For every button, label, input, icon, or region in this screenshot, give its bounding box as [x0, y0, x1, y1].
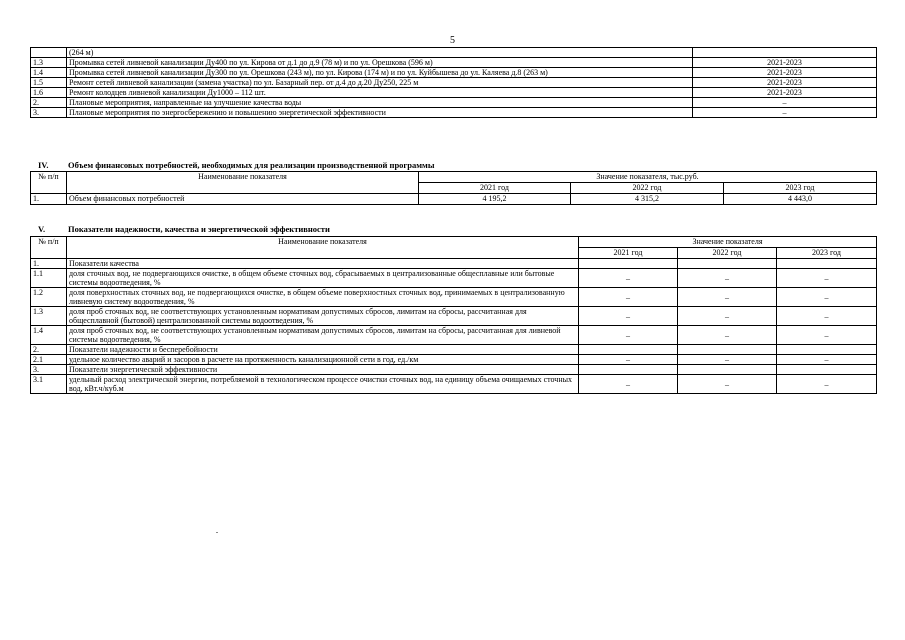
indicators-table	[30, 236, 877, 394]
row-name: доля проб сточных вод, не соответствующих установленным нормативам допустимых сбросов, лимитам на сбросы, рассчитанная для ливневой системы водоотведения, %	[67, 326, 579, 345]
year-2021: 2021 год	[579, 248, 678, 259]
header-name: Наименование показателя	[67, 172, 419, 194]
value-2021	[579, 365, 678, 375]
stray-mark	[216, 532, 218, 533]
value-2023	[777, 259, 877, 269]
row-num: 2.1	[31, 355, 67, 365]
year-2022: 2022 год	[571, 183, 724, 194]
row-name: Показатели надежности и бесперебойности	[67, 345, 579, 355]
value-2021: 4 195,2	[419, 194, 571, 205]
row-num: 1.4	[31, 68, 67, 78]
value-2023: –	[777, 307, 877, 326]
measure-row	[31, 48, 877, 58]
group-row	[31, 259, 877, 269]
row-num: 1.5	[31, 78, 67, 88]
indicator-row	[31, 307, 877, 326]
measure-row	[31, 58, 877, 68]
measure-row	[31, 88, 877, 98]
header-name: Наименование показателя	[67, 237, 579, 259]
value-2023: 4 443,0	[724, 194, 877, 205]
row-name: Ремонт сетей ливневой канализации (замена участка) по ул. Базарный пер. от д.4 до д.20 Ду250, 225 м	[67, 78, 693, 88]
value-2022	[678, 365, 777, 375]
section-4-number: IV.	[38, 160, 49, 170]
row-num: 1.2	[31, 288, 67, 307]
row-name: удельный расход электрической энергии, потребляемой в технологическом процессе очистки сточных вод, на единицу объема очищаемых сточных вод, кВт.ч/куб.м	[67, 375, 579, 394]
value-2023: –	[777, 269, 877, 288]
row-period: 2021-2023	[693, 68, 877, 78]
year-2022: 2022 год	[678, 248, 777, 259]
year-2023: 2023 год	[724, 183, 877, 194]
group-row	[31, 365, 877, 375]
value-2023: –	[777, 355, 877, 365]
value-2022: –	[678, 307, 777, 326]
value-2021: –	[579, 288, 678, 307]
page-number: 5	[450, 35, 455, 46]
group-row	[31, 345, 877, 355]
value-2022: –	[678, 326, 777, 345]
value-2022: –	[678, 355, 777, 365]
row-num: 1.3	[31, 58, 67, 68]
value-2021: –	[579, 355, 678, 365]
measure-row	[31, 68, 877, 78]
value-2022: –	[678, 288, 777, 307]
value-2022: –	[678, 375, 777, 394]
row-name: доля проб сточных вод, не соответствующих установленным нормативам допустимых сбросов, лимитам на сбросы, рассчитанная для общесплавной (бытовой) централизованной системы водоотведения, %	[67, 307, 579, 326]
row-period: –	[693, 98, 877, 108]
value-2022: –	[678, 269, 777, 288]
row-period: 2021-2023	[693, 78, 877, 88]
value-2021	[579, 259, 678, 269]
row-name: Плановые мероприятия, направленные на улучшение качества воды	[67, 98, 693, 108]
row-num	[31, 48, 67, 58]
section-4-title: Объем финансовых потребностей, необходимых для реализации производственной программы	[68, 160, 435, 170]
indicator-row	[31, 269, 877, 288]
row-num: 2.	[31, 345, 67, 355]
measure-row	[31, 108, 877, 118]
header-num: № п/п	[31, 172, 67, 194]
row-name: доля поверхностных сточных вод, не подвергающихся очистке, в общем объеме поверхностных сточных вод, принимаемых в централизованную ливневую систему водоотведения, %	[67, 288, 579, 307]
row-name: Промывка сетей ливневой канализации Ду400 по ул. Кирова от д.1 до д.9 (78 м) и по ул. Орешкова (596 м)	[67, 58, 693, 68]
value-2021: –	[579, 326, 678, 345]
year-2021: 2021 год	[419, 183, 571, 194]
indicator-row	[31, 375, 877, 394]
header-value: Значение показателя, тыс.руб.	[419, 172, 877, 183]
row-num: 1.6	[31, 88, 67, 98]
row-name: (264 м)	[67, 48, 693, 58]
indicator-row	[31, 288, 877, 307]
row-name: Промывка сетей ливневой канализации Ду300 по ул. Орешкова (243 м), по ул. Кирова (174 м) и по ул. Куйбышева до ул. Каляева д.8 (263 м)	[67, 68, 693, 78]
value-2022: 4 315,2	[571, 194, 724, 205]
row-period: 2021-2023	[693, 58, 877, 68]
section-5-heading	[38, 224, 330, 234]
financial-needs-table	[30, 171, 877, 205]
section-4-heading	[38, 160, 434, 170]
row-num: 3.1	[31, 375, 67, 394]
value-2023: –	[777, 288, 877, 307]
row-num: 1.	[31, 259, 67, 269]
row-num: 3.	[31, 108, 67, 118]
row-name: Объем финансовых потребностей	[67, 194, 419, 205]
row-num: 3.	[31, 365, 67, 375]
row-num: 1.	[31, 194, 67, 205]
measures-table	[30, 47, 877, 118]
header-num: № п/п	[31, 237, 67, 259]
value-2023: –	[777, 326, 877, 345]
value-2023: –	[777, 375, 877, 394]
value-2022	[678, 345, 777, 355]
header-value: Значение показателя	[579, 237, 877, 248]
row-num: 2.	[31, 98, 67, 108]
row-name: Показатели энергетической эффективности	[67, 365, 579, 375]
value-2021: –	[579, 307, 678, 326]
row-name: удельное количество аварий и засоров в расчете на протяженность канализационной сети в год, ед./км	[67, 355, 579, 365]
indicator-row	[31, 355, 877, 365]
value-2021: –	[579, 269, 678, 288]
value-2023	[777, 365, 877, 375]
row-num: 1.3	[31, 307, 67, 326]
value-2021: –	[579, 375, 678, 394]
section-5-number: V.	[38, 224, 46, 234]
value-2023	[777, 345, 877, 355]
row-period	[693, 48, 877, 58]
value-2021	[579, 345, 678, 355]
row-name: Показатели качества	[67, 259, 579, 269]
section-5-title: Показатели надежности, качества и энергетической эффективности	[68, 224, 330, 234]
row-name: Плановые мероприятия по энергосбережению и повышению энергетической эффективности	[67, 108, 693, 118]
indicator-row	[31, 326, 877, 345]
measure-row	[31, 98, 877, 108]
row-num: 1.1	[31, 269, 67, 288]
year-2023: 2023 год	[777, 248, 877, 259]
value-2022	[678, 259, 777, 269]
row-num: 1.4	[31, 326, 67, 345]
row-period: –	[693, 108, 877, 118]
row-name: Ремонт колодцев ливневой канализации Ду1000 – 112 шт.	[67, 88, 693, 98]
measure-row	[31, 78, 877, 88]
row-period: 2021-2023	[693, 88, 877, 98]
row-name: доля сточных вод, не подвергающихся очистке, в общем объеме сточных вод, сбрасываемых в централизованные общесплавные или бытовые системы водоотведения, %	[67, 269, 579, 288]
